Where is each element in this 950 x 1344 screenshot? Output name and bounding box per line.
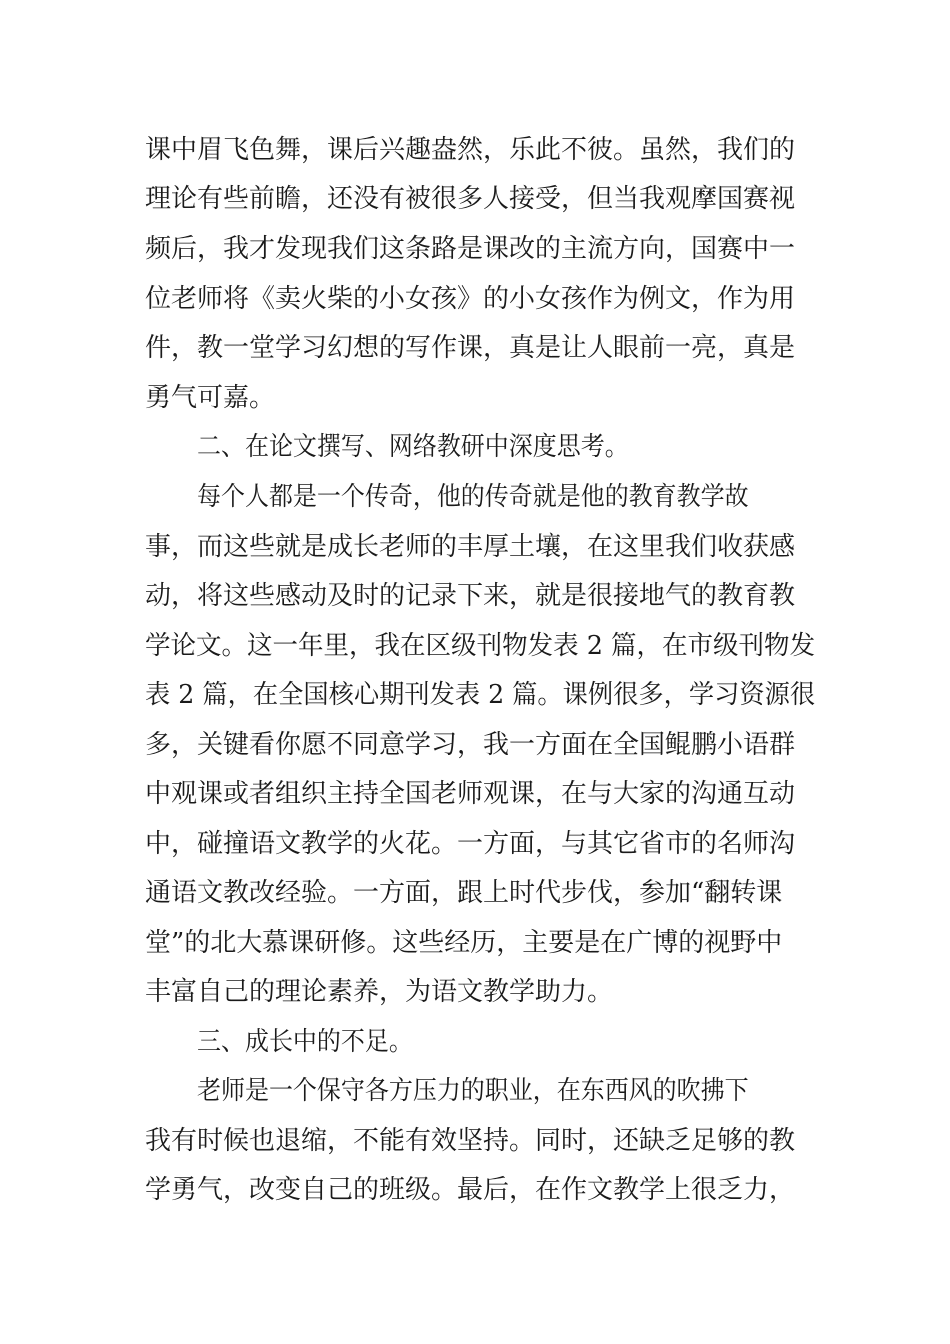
text-line: 中观课或者组织主持全国老师观课，在与大家的沟通互动 [145,779,796,809]
text-line: 老师是一个保守各方压力的职业，在东西风的吹拂下 [197,1076,749,1106]
text-line: 学勇气，改变自己的班级。最后，在作文教学上很乏力， [145,1175,796,1205]
text-line: 我有时候也退缩，不能有效坚持。同时，还缺乏足够的教 [145,1126,796,1156]
text-line: 动，将这些感动及时的记录下来，就是很接地气的教育教 [145,581,796,611]
text-line: 频后，我才发现我们这条路是课改的主流方向，国赛中一 [145,234,796,264]
text-line: 表 2 篇，在全国核心期刊发表 2 篇。课例很多，学习资源很 [145,680,816,710]
text-line: 多，关键看你愿不同意学习，我一方面在全国鲲鹏小语群 [145,730,796,760]
text-line: 每个人都是一个传奇，他的传奇就是他的教育教学故 [197,482,749,512]
text-line: 中，碰撞语文教学的火花。一方面，与其它省市的名师沟 [145,829,796,859]
text-line: 理论有些前瞻，还没有被很多人接受，但当我观摩国赛视 [145,184,796,214]
text-line: 通语文教改经验。一方面，跟上时代步伐，参加“翻转课 [145,878,783,908]
text-line: 勇气可嘉。 [145,383,276,413]
text-line: 课中眉飞色舞，课后兴趣盎然，乐此不彼。虽然，我们的 [145,135,796,165]
text-line: 学论文。这一年里，我在区级刊物发表 2 篇，在市级刊物发 [145,631,816,661]
text-line: 堂”的北大慕课研修。这些经历，主要是在广博的视野中 [145,928,783,958]
text-line: 件，教一堂学习幻想的写作课，真是让人眼前一亮，真是 [145,333,796,363]
text-line: 位老师将《卖火柴的小女孩》的小女孩作为例文，作为用 [145,284,796,314]
text-line: 丰富自己的理论素养，为语文教学助力。 [145,977,614,1007]
section-heading: 二、在论文撰写、网络教研中深度思考。 [197,432,629,462]
section-heading: 三、成长中的不足。 [197,1027,413,1057]
text-line: 事，而这些就是成长老师的丰厚土壤，在这里我们收获感 [145,532,796,562]
